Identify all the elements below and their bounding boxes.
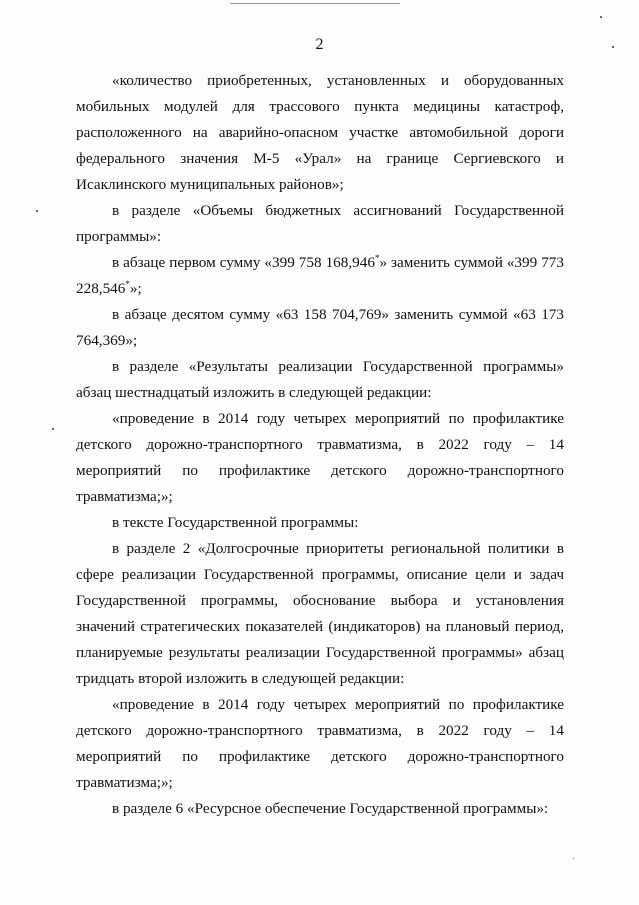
paragraph-program-text: в тексте Государственной программы: <box>112 514 359 531</box>
paragraph-budget-section: в разделе «Объемы бюджетных ассигнований Государственной программы»: <box>76 202 564 245</box>
paragraph-events-quote-2: «проведение в 2014 году четырех мероприятий по профилактике детского дорожно-транспортного травматизма, в 2022 году – 14 мероприятий по профилактике детского дорожно-транспортного травматизма;»; <box>76 696 564 791</box>
footnote-mark: * <box>374 252 380 263</box>
paragraph-tenth-amount: в абзаце десятом сумму «63 158 704,769» заменить суммой «63 173 764,369»; <box>76 306 564 349</box>
amount-text-part-3: »; <box>129 280 142 297</box>
paragraph-section-6: в разделе 6 «Ресурсное обеспечение Государственной программы»: <box>112 800 549 817</box>
paragraph-first-amount <box>76 250 564 302</box>
page-number: 2 <box>315 36 324 53</box>
paragraph-results-section: в разделе «Результаты реализации Государственной программы» абзац шестнадцатый изложить в следующей редакции: <box>76 358 564 401</box>
footnote-mark: * <box>125 278 130 289</box>
amount-text-part-1: в абзаце первом сумму «399 758 168,946 <box>112 254 375 271</box>
paragraph-modules: «количество приобретенных, установленных и оборудованных мобильных модулей для трассового пункта медицины катастроф, расположенного на аварийно-опасном участке автомобильной дороги федерального значения М-5 «Урал» на границе Сергиевского и Исаклинского муниципальных районов»; <box>76 72 564 193</box>
document-body <box>76 68 564 822</box>
amount-text-part-2: » заменить суммой «399 773 228,546 <box>76 254 564 297</box>
scan-edge-line <box>230 3 400 4</box>
paragraph-section-2: в разделе 2 «Долгосрочные приоритеты региональной политики в сфере реализации Государственной программы, описание цели и задач Государственной программы, обоснование выбора и установления значений стратегических показателей (индикаторов) на плановый период, планируемые результаты реализации Государственной программы» абзац тридцать второй изложить в следующей редакции: <box>76 540 564 687</box>
paragraph-events-quote-1: «проведение в 2014 году четырех мероприятий по профилактике детского дорожно-транспортного травматизма, в 2022 году – 14 мероприятий по профилактике детского дорожно-транспортного травматизма;»; <box>76 410 564 505</box>
